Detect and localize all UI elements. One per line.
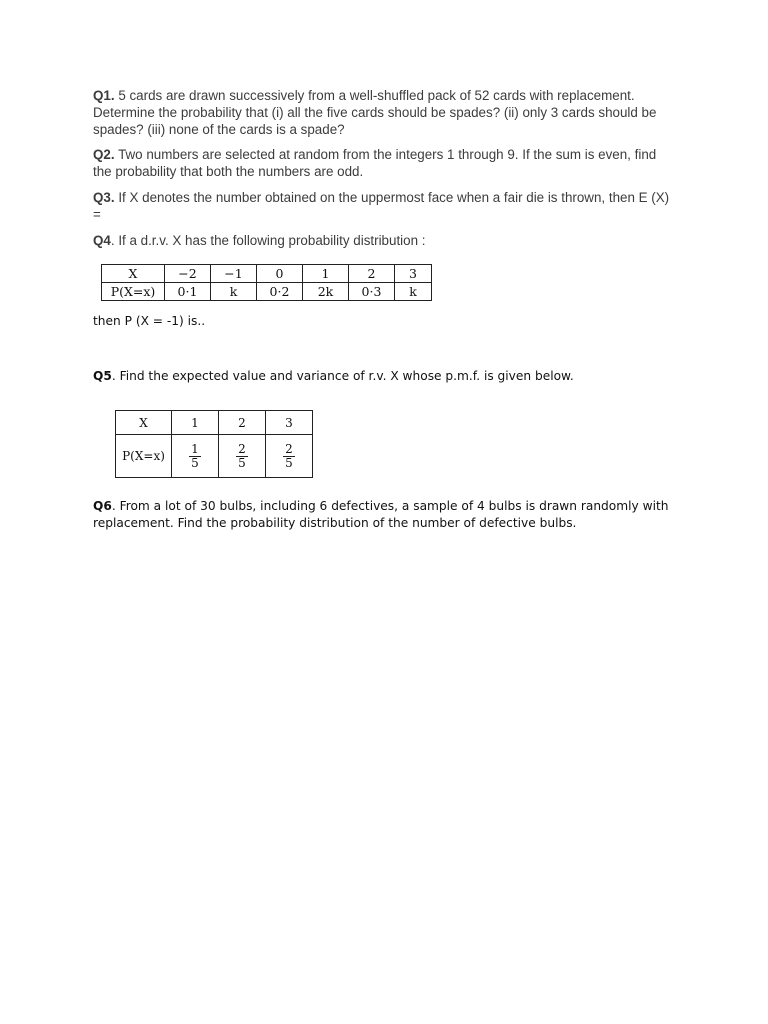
fraction	[189, 443, 201, 470]
q4-table-x-label: X	[102, 265, 165, 283]
question-1-label: Q1.	[93, 88, 115, 103]
fraction	[283, 443, 295, 470]
fraction-denominator: 5	[191, 455, 199, 470]
fraction-denominator: 5	[285, 455, 293, 470]
question-3-text: If X denotes the number obtained on the uppermost face when a fair die is thrown, then E (X) =	[93, 190, 670, 222]
q4-table-x-cell: 3	[395, 265, 432, 283]
question-2-label: Q2.	[93, 147, 115, 162]
q4-table-x-cell: 1	[303, 265, 349, 283]
q4-table-x-cell: 2	[349, 265, 395, 283]
q4-table-p-cell: 0·2	[257, 283, 303, 301]
fraction-numerator: 1	[191, 441, 199, 456]
q4-table-p-cell: 0·1	[165, 283, 211, 301]
question-1	[93, 87, 678, 138]
q5-pmf-table	[115, 410, 313, 478]
fraction-denominator: 5	[238, 455, 246, 470]
question-4	[93, 232, 678, 249]
q4-table-x-cell: −2	[165, 265, 211, 283]
q4-table-x-cell: −1	[211, 265, 257, 283]
q5-table-row-p	[116, 435, 313, 478]
question-6-text: . From a lot of 30 bulbs, including 6 defectives, a sample of 4 bulbs is drawn randomly with replacement. Find the probability distribution of the number of defective bulbs.	[93, 499, 669, 530]
question-1-text: 5 cards are drawn successively from a well-shuffled pack of 52 cards with replacement. Determine the probability that (i) all the five cards should be spades? (ii) only 3 cards should be spades? (iii) none of the cards is a spade?	[93, 88, 657, 137]
q4-table-p-label: P(X=x)	[102, 283, 165, 301]
question-3	[93, 189, 678, 223]
question-4-followup	[93, 313, 678, 330]
q5-table-x-cell: 1	[172, 411, 219, 435]
q5-table-p-cell	[266, 435, 313, 478]
q5-table-x-label: X	[116, 411, 172, 435]
q5-table-row-x	[116, 411, 313, 435]
q4-table-x-cell: 0	[257, 265, 303, 283]
q5-table-x-cell: 2	[219, 411, 266, 435]
q4-table-row-x	[102, 265, 432, 283]
fraction-numerator: 2	[285, 441, 293, 456]
fraction	[236, 443, 248, 470]
question-3-label: Q3.	[93, 190, 115, 205]
question-5-label: Q5	[93, 369, 112, 383]
q4-table-row-p	[102, 283, 432, 301]
q4-table-p-cell: k	[211, 283, 257, 301]
question-6-label: Q6	[93, 499, 112, 513]
q5-table-p-cell	[172, 435, 219, 478]
q5-table-p-cell	[219, 435, 266, 478]
question-6	[93, 498, 678, 532]
q5-table-p-label: P(X=x)	[116, 435, 172, 478]
question-4-label: Q4	[93, 233, 111, 248]
question-5-text: . Find the expected value and variance of r.v. X whose p.m.f. is given below.	[111, 369, 574, 383]
question-4-text: . If a d.r.v. X has the following probability distribution :	[110, 233, 426, 248]
question-4-followup-text: then P (X = -1) is..	[93, 314, 206, 328]
fraction-numerator: 2	[238, 441, 246, 456]
question-5	[93, 368, 678, 385]
question-2	[93, 146, 678, 180]
question-2-text: Two numbers are selected at random from the integers 1 through 9. If the sum is even, find the probability that both the numbers are odd.	[93, 147, 657, 179]
q4-distribution-table	[101, 264, 432, 301]
q5-table-x-cell: 3	[266, 411, 313, 435]
q4-table-p-cell: k	[395, 283, 432, 301]
q4-table-p-cell: 2k	[303, 283, 349, 301]
q4-table-p-cell: 0·3	[349, 283, 395, 301]
